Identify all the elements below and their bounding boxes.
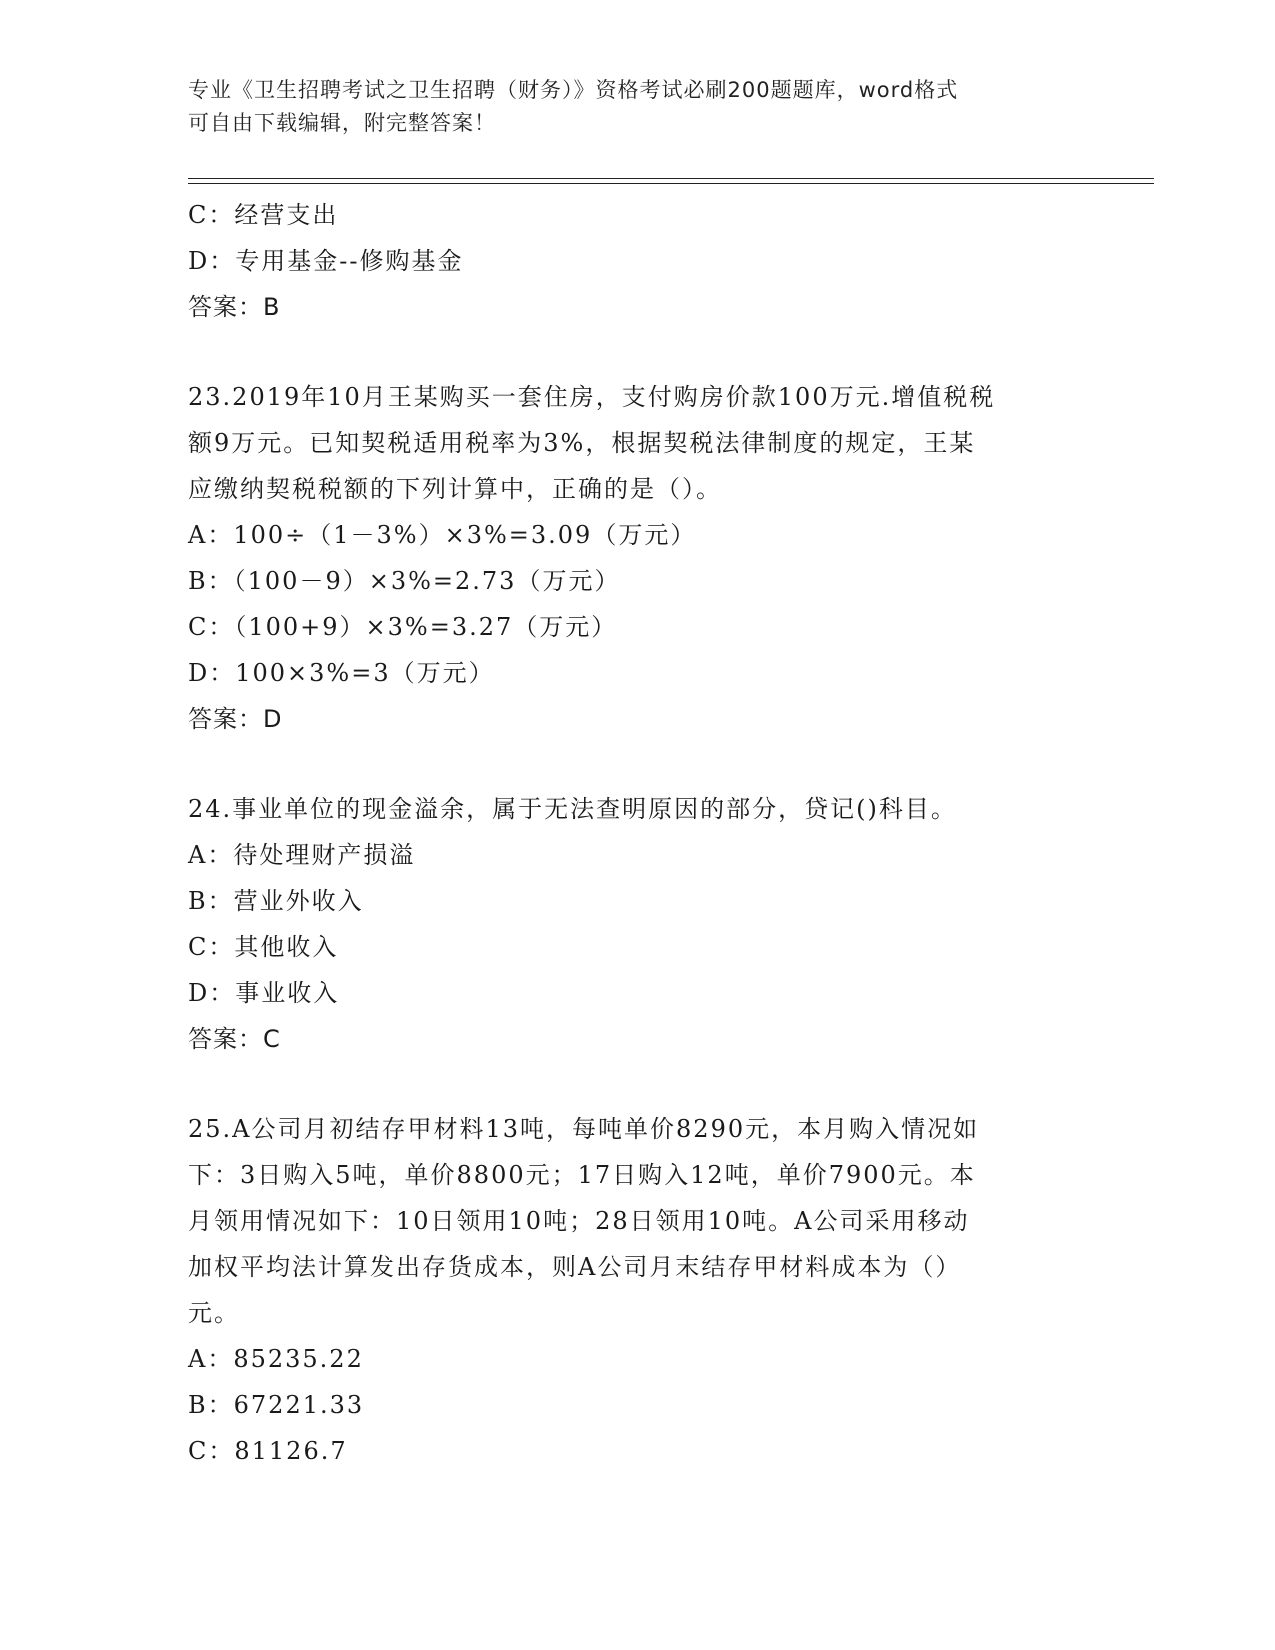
q25-stem-line-2: 下：3日购入5吨，单价8800元；17日购入12吨，单价7900元。本 [188, 1161, 976, 1189]
header-divider-thick [188, 178, 1154, 179]
q25-stem-line-3: 月领用情况如下：10日领用10吨；28日领用10吨。A公司采用移动 [188, 1207, 970, 1235]
document-body [188, 192, 1088, 1474]
q25-option-b: B：67221.33 [188, 1391, 365, 1419]
q23-stem-line-3: 应缴纳契税税额的下列计算中，正确的是（）。 [188, 475, 722, 503]
spacer [188, 742, 1088, 786]
header-divider-thin [188, 183, 1154, 184]
q24-answer: 答案：C [188, 1025, 281, 1053]
q23-option-b: B：（100－9）×3%=2.73（万元） [188, 567, 621, 595]
q22-answer: 答案：B [188, 293, 281, 321]
q25-stem-line-5: 元。 [188, 1299, 240, 1327]
q24-option-c: C：其他收入 [188, 933, 339, 961]
q23-answer: 答案：D [188, 705, 283, 733]
q24-option-a: A：待处理财产损溢 [188, 841, 416, 869]
q25-option-a: A：85235.22 [188, 1345, 364, 1373]
spacer [188, 330, 1088, 374]
q23-stem-line-2: 额9万元。已知契税适用税率为3%，根据契税法律制度的规定，王某 [188, 429, 976, 457]
document-header [188, 74, 1088, 140]
q24-stem-line-1: 24.事业单位的现金溢余，属于无法查明原因的部分，贷记()科目。 [188, 795, 957, 823]
q25-stem-line-4: 加权平均法计算发出存货成本，则A公司月末结存甲材料成本为（） [188, 1253, 962, 1281]
q23-option-c: C：（100+9）×3%=3.27（万元） [188, 613, 618, 641]
header-line-2: 可自由下载编辑，附完整答案！ [188, 111, 496, 135]
q23-option-d: D：100×3%=3（万元） [188, 659, 495, 687]
q25-stem-line-1: 25.A公司月初结存甲材料13吨，每吨单价8290元，本月购入情况如 [188, 1115, 980, 1143]
q25-option-c: C：81126.7 [188, 1437, 348, 1465]
q23-option-a: A：100÷（1－3%）×3%=3.09（万元） [188, 521, 697, 549]
q24-option-d: D：事业收入 [188, 979, 340, 1007]
q22-option-c: C：经营支出 [188, 201, 339, 229]
header-line-1: 专业《卫生招聘考试之卫生招聘（财务）》资格考试必刷200题题库，word格式 [188, 78, 959, 102]
q24-option-b: B：营业外收入 [188, 887, 364, 915]
spacer [188, 1062, 1088, 1106]
q23-stem-line-1: 23.2019年10月王某购买一套住房，支付购房价款100万元.增值税税 [188, 383, 996, 411]
q22-option-d: D：专用基金--修购基金 [188, 247, 464, 275]
